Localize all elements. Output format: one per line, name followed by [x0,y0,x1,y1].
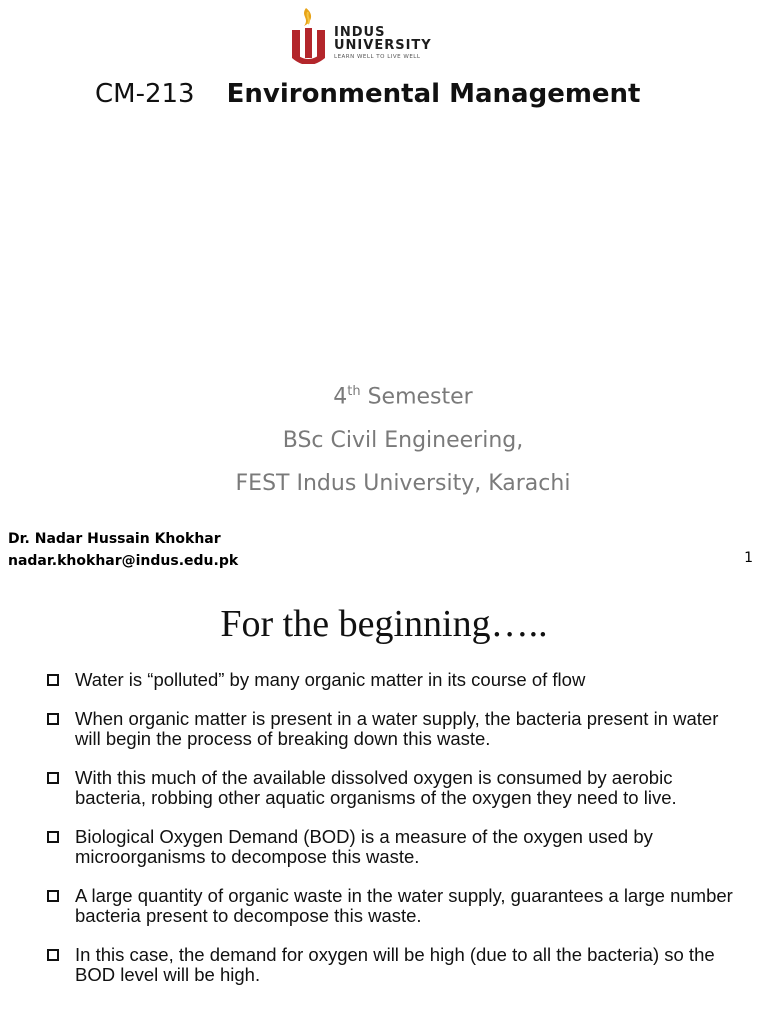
checkbox-bullet-icon [47,674,59,686]
author-name: Dr. Nadar Hussain Khokhar [8,531,221,547]
bullet-list [47,670,747,1004]
semester-word: Semester [360,384,473,410]
author-block [8,528,238,572]
content-slide [0,576,768,1024]
logo-wordmark [334,26,432,60]
logo-line-2: UNIVERSITY [334,38,432,53]
list-item: When organic matter is present in a water supply, the bacteria present in water will begin the process of breaking down this waste. [47,709,747,749]
list-item: A large quantity of organic waste in the water supply, guarantees a large number bacteria present to decompose this waste. [47,886,747,926]
program-line: BSc Civil Engineering, [282,428,524,453]
checkbox-bullet-icon [47,949,59,961]
checkbox-bullet-icon [47,831,59,843]
institution-line: FEST Indus University, Karachi [235,471,571,496]
indus-university-logo [284,6,494,68]
list-item: With this much of the available dissolved oxygen is consumed by aerobic bacteria, robbing other aquatic organisms of the oxygen they need to live. [47,768,747,808]
course-title: Environmental Management [226,79,641,109]
logo-tagline: LEARN WELL TO LIVE WELL [334,54,421,60]
checkbox-bullet-icon [47,890,59,902]
list-item: Water is “polluted” by many organic matter in its course of flow [47,670,747,690]
logo-line-1: INDUS [334,25,386,40]
list-item: In this case, the demand for oxygen will be high (due to all the bacteria) so the BOD level will be high. [47,945,747,985]
course-heading [95,78,641,109]
checkbox-bullet-icon [47,772,59,784]
list-item: Biological Oxygen Demand (BOD) is a measure of the oxygen used by microorganisms to decompose this waste. [47,827,747,867]
checkbox-bullet-icon [47,713,59,725]
slide-title: For the beginning….. [220,603,548,645]
author-email: nadar.khokhar@indus.edu.pk [8,553,239,569]
course-code: CM-213 [95,79,195,109]
semester-ordinal: th [347,384,361,399]
semester-number: 4 [333,384,348,410]
semester-line [0,384,768,409]
university-crest-icon [284,6,334,64]
page-number: 1 [744,550,753,566]
